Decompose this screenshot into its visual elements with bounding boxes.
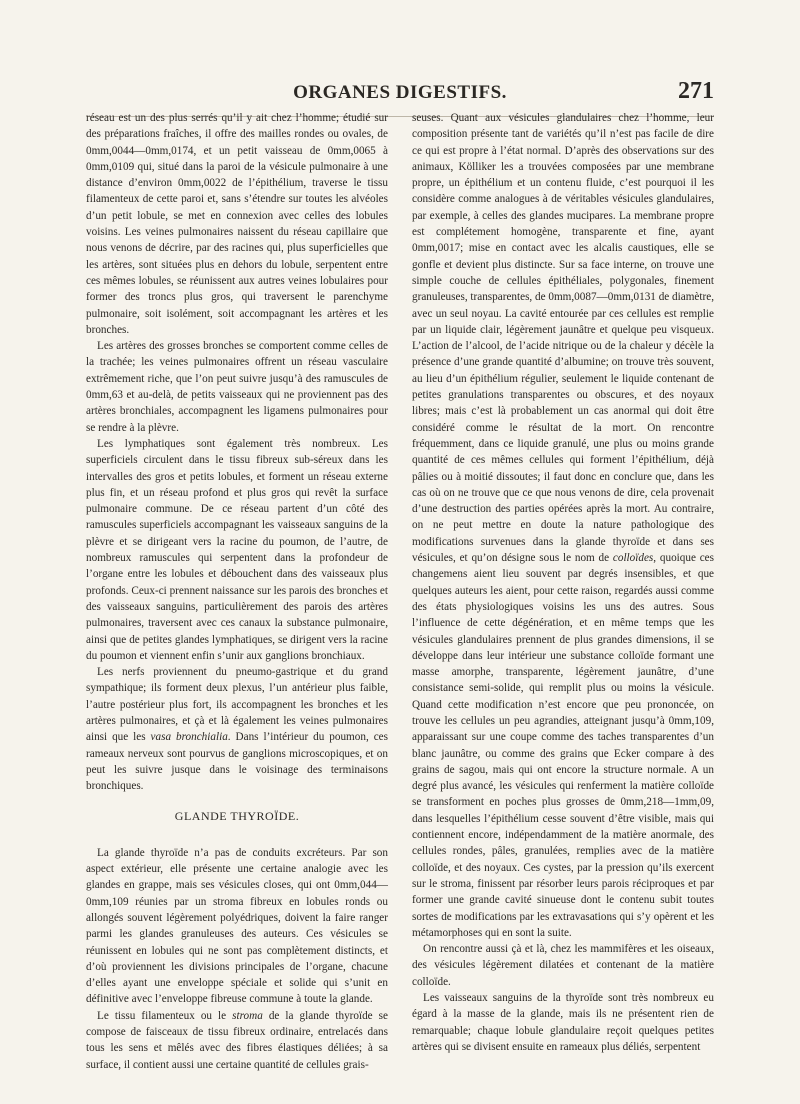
paragraph <box>86 664 388 794</box>
paragraph: Les vaisseaux sanguins de la thyroïde sont très nombreux eu égard à la masse de la glande, mais ils ne présentent rien de remarquable; chaque lobule glandulaire reçoit quelques petites artères qui se divisent ensuite en rameaux plus déliés, serpentent <box>412 992 714 1053</box>
left-column <box>86 110 388 1071</box>
text-span: seuses. Quant aux vésicules glandulaires chez l’homme, leur composition présente tant de variétés qu’il n’est pas facile de dire ce qui est propre à l’état normal. D’après des observations sur des animaux, Kölliker les a trouvées composées par une membrane propre, un épithélium et un contenu fluide, c’est pourquoi il les considère comme analogues à de véritables vésicules glandulaires, par exemple, à celles des glandes mucipares. La membrane propre est complétement homogène, transparente et fine, ayant 0mm,0017; mise en contact avec les alcalis caustiques, elle se gonfle et devient plus distincte. Sur sa face interne, on trouve une simple couche de cellules épithéliales, polygonales, finement granuleuses, transparentes, de 0mm,0087—0mm,0131 de diamètre, avec un seul noyau. La cavité entourée par ces cellules est remplie par un liquide clair, légèrement jaunâtre et quelque peu visqueux. L’action de l’alcool, de l’acide nitrique ou de la chaleur y décèle la présence d’une grande quantité d’albumine; on trouve très souvent, au lieu d’un épithélium régulier, seulement le liquide contenant de petites granulations transparentes ou obscures, et des noyaux libres; mais c’est là probablement un cas anormal qui doit être considéré comme le résultat de la mort. On rencontre fréquemment, dans ce liquide granulé, une plus ou moins grande quantité de ces mêmes cellules qui forment l’épithélium, déjà pâlies ou à moitié dissoutes; il faut donc en conclure que, dans les cas où on ne trouve que ce que nous venons de dire, cela provenait d’une destruction des parties opérées après la mort. Au contraire, on ne peut mettre en doute la nature pathologique des modifications survenues dans la glande thyroïde et dans ses vésicules, et qu’on désigne sous le nom de <box>412 112 714 565</box>
right-column <box>412 110 714 1053</box>
paragraph: Les lymphatiques sont également très nombreux. Les superficiels circulent dans le tissu fibreux sub-séreux dans les intervalles des gros et petits lobules, et forment un réseau externe plus fin, et un réseau profond et plus gros qui revêt la surface pulmonaire commune. De ce réseau partent d’un côté des ramuscules superficiels accompagnant les vaisseaux sanguins de la plèvre et se dirigeant vers la racine du poumon, de l’autre, de nombreux ramuscules qui serpentent dans la profondeur de l’organe entre les lobules et débouchent dans des vaisseaux plus profonds. Ceux-ci prennent naissance sur les parois des bronches et des vaisseaux sanguins, particulièrement des parois des artères pulmonaires, traversent avec ces canaux la substance pulmonaire, ainsi que de petites glandes lymphatiques, se dirigent vers la racine du poumon et viennent enfin s’unir aux ganglions bronchiaux. <box>86 437 388 662</box>
text-span: de la glande thyroïde se compose de faisceaux de tissu fibreux ordinaire, entrelacés dans tous les sens et mêlés avec des fibres élastiques déliées; à sa surface, il contient aussi une certaine quantité de cellules grais- <box>86 1009 388 1071</box>
paragraph <box>412 110 714 941</box>
italic-term: stroma <box>232 1009 263 1022</box>
text-columns <box>86 110 714 1071</box>
text-span: Le tissu filamenteux ou le <box>97 1009 233 1022</box>
paragraph: La glande thyroïde n’a pas de conduits excréteurs. Par son aspect extérieur, elle présente une certaine analogie avec les glandes en grappe, mais ses vésicules closes, qui ont 0mm,044—0mm,109 réunies par un stroma fibreux en lobules ronds ou allongés souvent légèrement polyédriques, doivent la faire ranger parmi les glandes granuleuses des auteurs. Ces vésicules se réunissent en lobules qui ne sont pas complètement distincts, et d’où proviennent les divisions principales de l’organe, chacune d’elles ayant une enveloppe spéciale et solide qui s’unit en définitive avec l’enveloppe fibreuse commune à toute la glande. <box>86 846 388 1006</box>
running-title: ORGANES DIGESTIFS. <box>293 82 507 103</box>
page-number: 271 <box>678 78 714 104</box>
italic-term: colloïdes <box>612 552 654 565</box>
paragraph: On rencontre aussi çà et là, chez les mammifères et les oiseaux, des vésicules légèrement dilatées et contenant de la matière colloïde. <box>412 943 714 988</box>
text-span: , quoique ces changemens aient lieu souvent par degrés insensibles, et que quelques auteurs les aient, pour cette raison, regardés aussi comme des états physiologiques voisins les uns des autres. Sous l’influence de cette dégénération, et en même temps que les vésicules glandulaires prennent de plus grandes dimensions, il se développe dans leur intérieur une substance colloïde formant une masse amorphe, transparente, légèrement jaunâtre, d’une consistance semi-solide, qui remplit plus ou moins la vésicule. Quand cette modification n’est encore que peu prononcée, on trouve les cellules un peu agrandies, atteignant jusqu’à 0mm,109, apparaissant sur une coupe comme des taches transparentes d’un blanc jaunâtre, ou comme des grains que Ecker compare à des grains de sagou, mais qui ont encore la structure normale. A un degré plus avancé, les vésicules qui renferment la matière colloïde se transforment en poches plus grosses de 0mm,218—1mm,09, dans lesquelles l’épithélium cesse souvent d’être visible, mais qui contiennent encore, indépendamment de la matière anormale, des cellules rondes, pâles, granulées, remplies avec de la matière colloïde, et des noyaux. Ces cystes, par la pression qu’ils exercent sur le stroma, finissent par résorber leurs parois réciproques et par former une grande cavité sinueuse dont le contenu subit toutes sortes de modifications par les extravasations qui s’y opèrent et les métamorphoses qui en sont la suite. <box>412 552 714 939</box>
paragraph: Les artères des grosses bronches se comportent comme celles de la trachée; les veines pulmonaires offrent un réseau vasculaire extrêmement riche, que l’on peut suivre jusqu’à des ramuscules de 0mm,63 et au-delà, de petits vaisseaux qui ne proviennent pas des artères bronchiales, accompagnent les ligamens pulmonaires pour se rendre à la plèvre. <box>86 340 388 434</box>
text-span: Les nerfs proviennent du pneumo-gastrique et du grand sympathique; ils forment deux plexus, l’un antérieur plus faible, l’autre postérieur plus fort, ils accompagnent les bronches et les artères pulmonaires, et çà et là également les veines pulmonaires ainsi que les <box>86 666 388 744</box>
paragraph: réseau est un des plus serrés qu’il y ait chez l’homme; étudié sur des préparations fraîches, il offre des mailles rondes ou ovales, de 0mm,0044—0mm,0174, et un petit vaisseau de 0mm,0065 à 0mm,0109 qui, situé dans la paroi de la vésicule pulmonaire à une distance d’environ 0mm,0022 de l’épithélium, traverse le tissu filamenteux de cette paroi et, sans s’étendre sur toutes les alvéoles d’un petit lobule, se met en connexion avec celles des lobules voisins. Les veines pulmonaires naissent du réseau capillaire que nous venons de décrire, par des racines qui, plus superficielles que les artères, sont situées plus en dehors du lobule, serpentent entre ces mêmes lobules, se réunissent aux autres veines lobulaires pour former des troncs plus gros, qui traversent le parenchyme pulmonaire, soit isolément, soit accompagnant les artères et les bronches. <box>86 112 388 336</box>
text-span: . Dans l’intérieur du poumon, ces rameaux nerveux sont pourvus de ganglions microscopiques, et on peut les suivre jusque dans le voisinage des terminaisons bronchiques. <box>86 731 388 793</box>
paragraph <box>86 1008 388 1073</box>
italic-term: vasa bronchialia <box>150 731 228 744</box>
section-heading: GLANDE THYROÏDE. <box>174 809 300 824</box>
